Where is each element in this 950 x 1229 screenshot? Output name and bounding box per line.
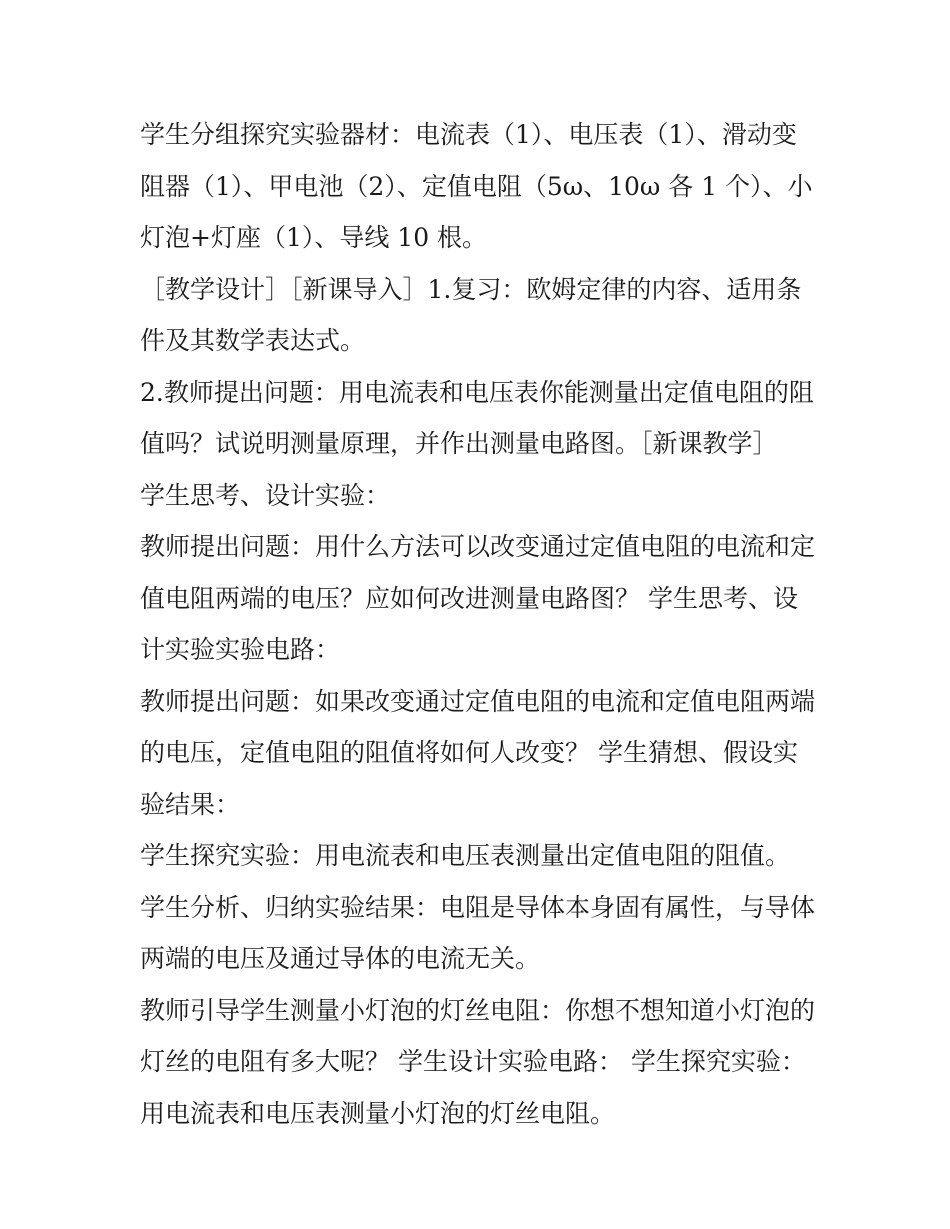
- paragraph-student-design: 学生思考、设计实验：: [140, 480, 391, 510]
- paragraph-student-analysis: 学生分析、归纳实验结果：电阻是导体本身固有属性，与导体两端的电压及通过导体的电流无关。: [140, 892, 816, 973]
- paragraph-lamp-resistance: 教师引导学生测量小灯泡的灯丝电阻：你想不想知道小灯泡的灯丝的电阻有多大呢？ 学生设计实验电路： 学生探究实验：用电流表和电压表测量小灯泡的灯丝电阻。: [140, 995, 816, 1128]
- paragraph-teacher-question-1: 2.教师提出问题：用电流表和电压表你能测量出定值电阻的阻值吗？试说明测量原理，并作出测量电路图。［新课教学］: [140, 377, 814, 458]
- paragraph-student-experiment: 学生探究实验：用电流表和电压表测量出定值电阻的阻值。: [140, 841, 791, 870]
- paragraph-equipment: 学生分组探究实验器材：电流表（1）、电压表（1）、滑动变阻器（1）、甲电池（2）、定值电阻（5ω、10ω 各 1 个）、小灯泡+灯座（1）、导线 10 根。: [140, 120, 813, 252]
- document-body: [140, 109, 820, 1139]
- paragraph-teacher-question-3: 教师提出问题：如果改变通过定值电阻的电流和定值电阻两端的电压，定值电阻的阻值将如何人改变？ 学生猜想、假设实验结果：: [140, 686, 816, 819]
- paragraph-teacher-question-2: 教师提出问题：用什么方法可以改变通过定值电阻的电流和定值电阻两端的电压？应如何改进测量电路图？ 学生思考、设计实验实验电路：: [140, 532, 816, 664]
- paragraph-lesson-intro: ［教学设计］［新课导入］1.复习：欧姆定律的内容、适用条件及其数学表达式。: [140, 274, 802, 355]
